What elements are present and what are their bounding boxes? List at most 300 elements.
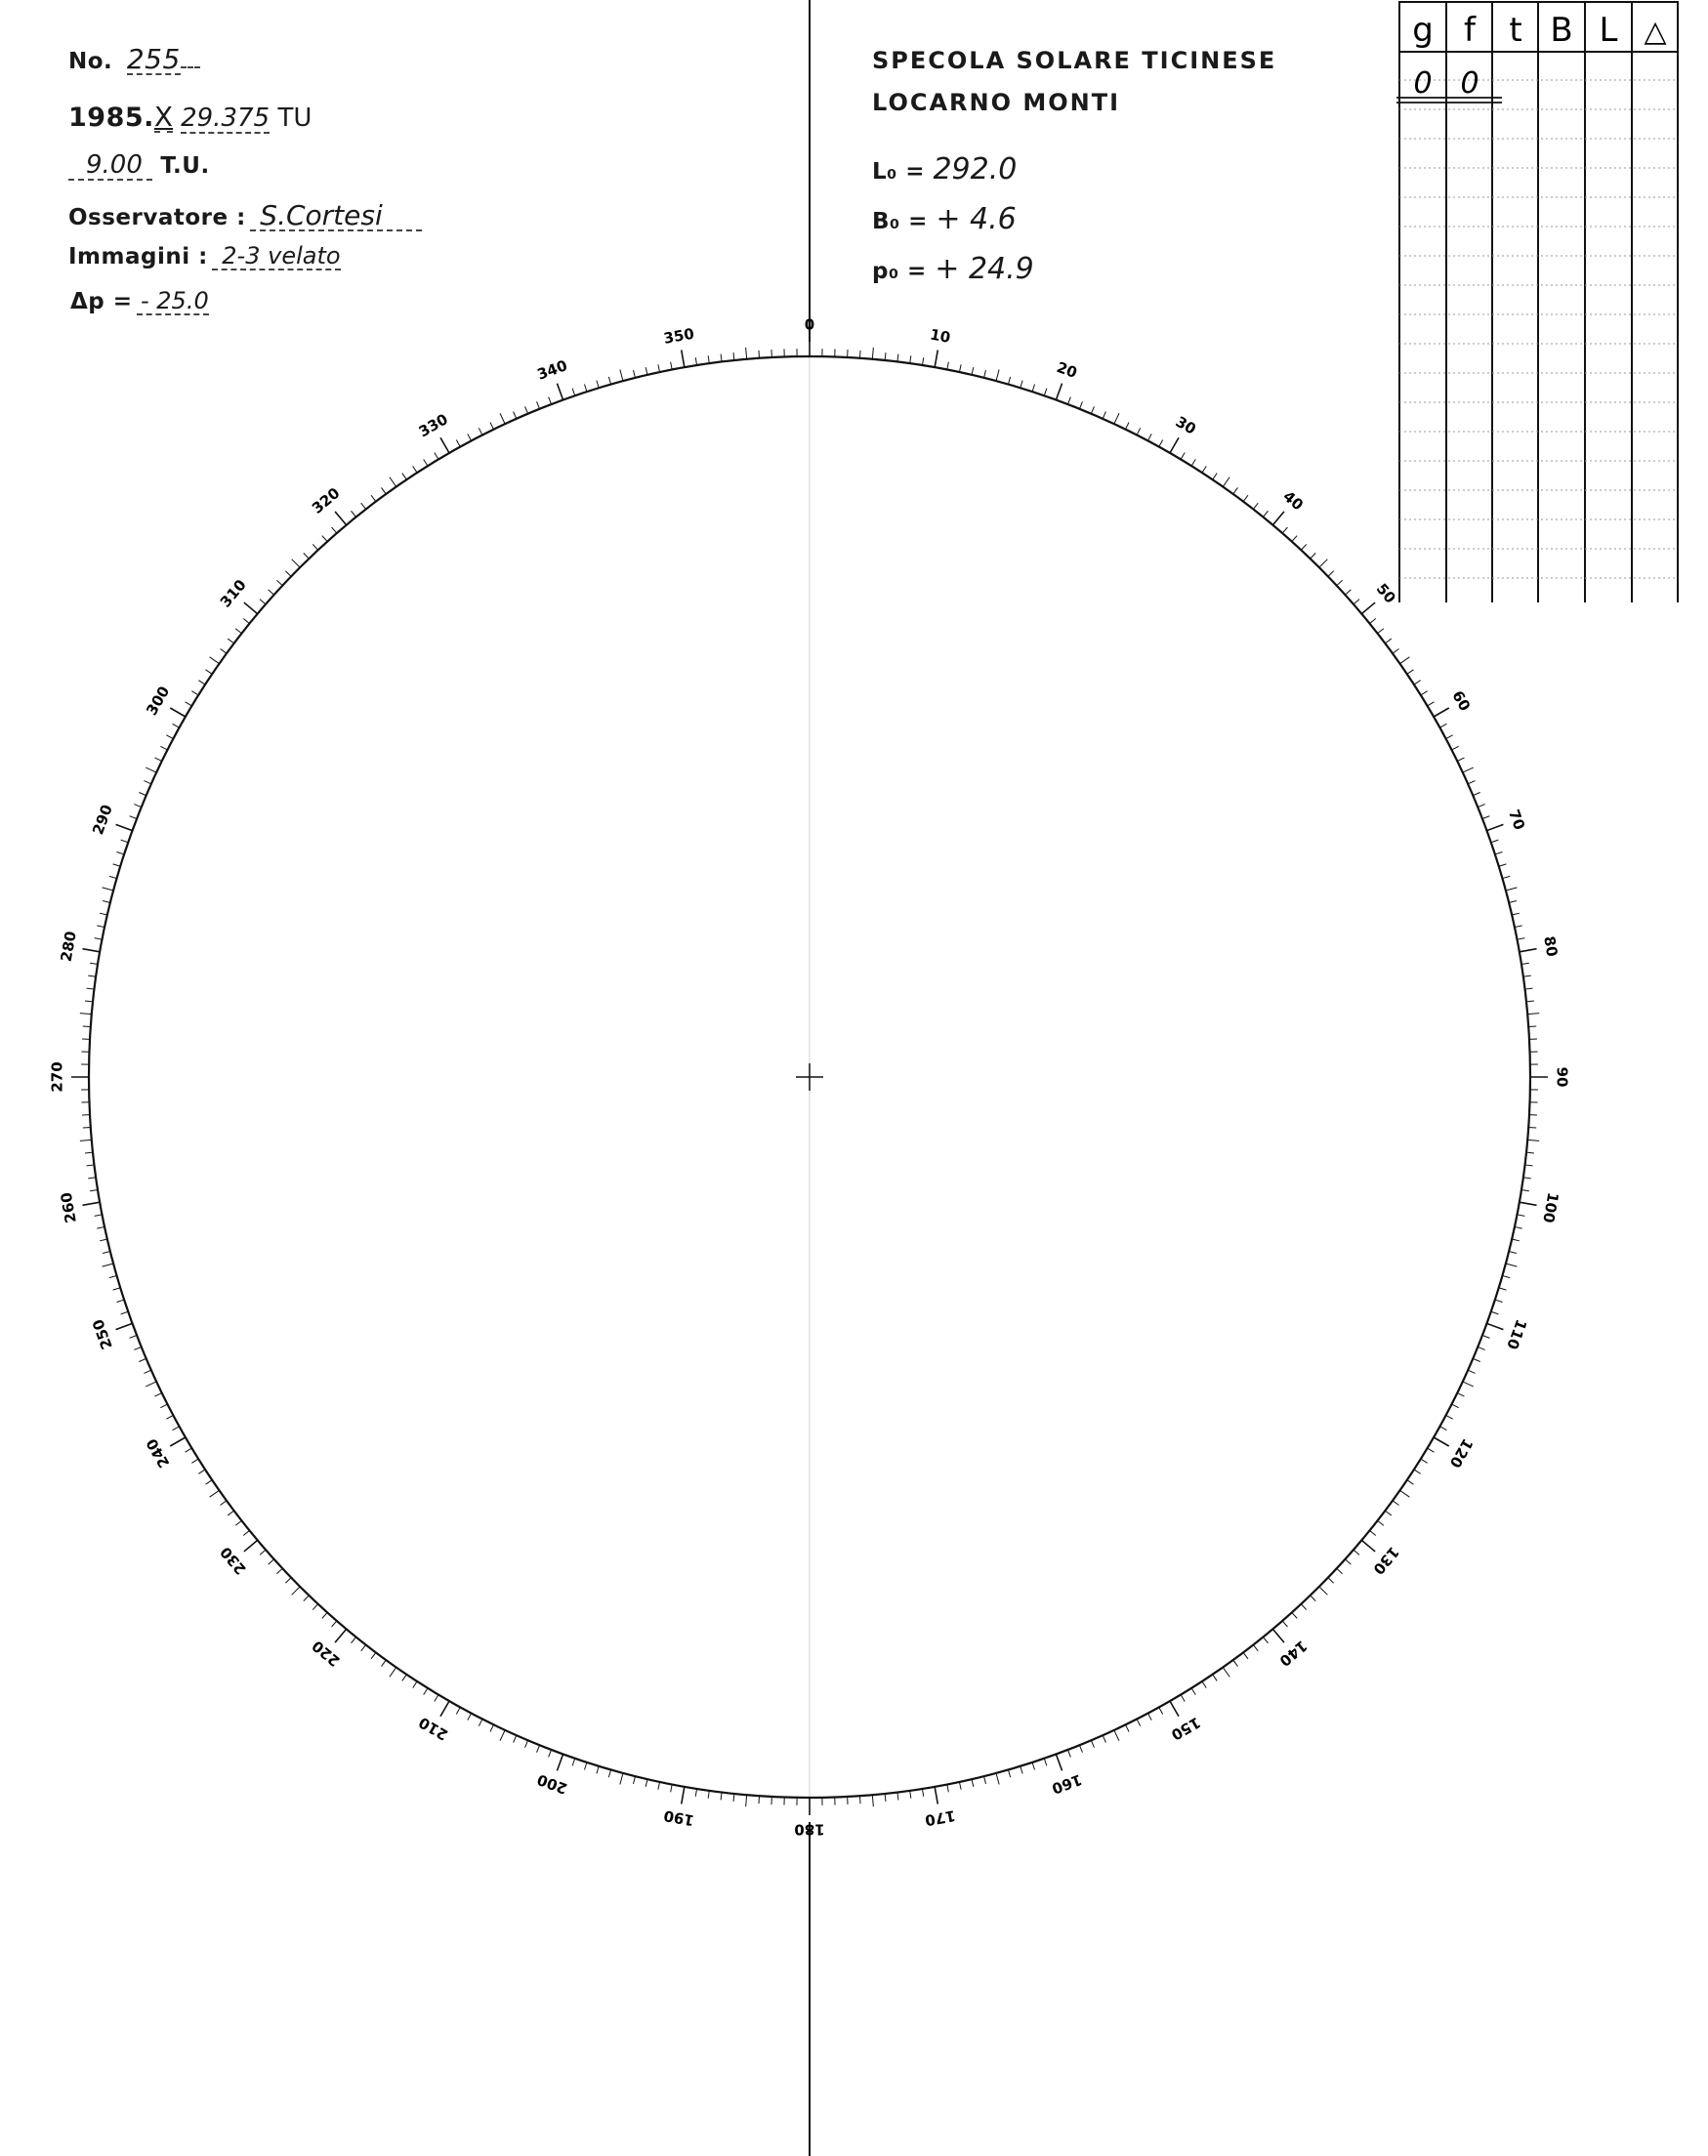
tick-40 (1272, 512, 1284, 525)
param-p0-value: + 24.9 (935, 252, 1034, 286)
tick-337 (525, 406, 528, 413)
tick-22 (1079, 401, 1082, 408)
tick-342 (584, 385, 586, 393)
tick-39 (1263, 511, 1268, 517)
tick-38 (1253, 503, 1258, 509)
tick-172 (910, 1791, 911, 1799)
tick-49 (1354, 600, 1359, 604)
observer-label: Osservatore : (68, 205, 246, 230)
tick-132 (1345, 1559, 1351, 1564)
tick-332 (468, 434, 472, 440)
tick-142 (1253, 1645, 1258, 1651)
scale-label-0: 0 (804, 315, 815, 334)
tick-255 (103, 1264, 114, 1266)
scale-label-200: 200 (534, 1770, 570, 1798)
tick-216 (382, 1660, 387, 1666)
tick-295 (146, 767, 156, 772)
tick-307 (228, 639, 233, 643)
tick-297 (160, 746, 167, 750)
tick-284 (103, 901, 110, 903)
table-header-t: t (1509, 11, 1522, 50)
tick-33 (1202, 466, 1206, 473)
tick-144 (1233, 1660, 1238, 1666)
tick-46 (1328, 571, 1334, 577)
tick-201 (549, 1750, 552, 1757)
date-prefix: 1985. (68, 103, 154, 133)
table-cell-g-0: 0 (1413, 66, 1433, 101)
tick-123 (1414, 1470, 1421, 1473)
tick-280 (82, 949, 100, 952)
tick-238 (191, 1459, 198, 1463)
tick-324 (382, 487, 387, 493)
tick-210 (440, 1701, 449, 1717)
scale-label-240: 240 (143, 1435, 174, 1472)
tick-335 (500, 413, 505, 424)
tick-117 (1452, 1404, 1459, 1408)
tick-329 (435, 453, 438, 460)
table-header-L: L (1599, 11, 1618, 50)
tick-333 (479, 428, 482, 435)
scale-label-180: 180 (794, 1820, 825, 1839)
tick-102 (1515, 1226, 1522, 1228)
scale-label-140: 140 (1275, 1637, 1312, 1671)
tick-341 (572, 389, 575, 396)
tick-259 (95, 1215, 103, 1217)
tick-191 (671, 1784, 673, 1792)
tick-243 (160, 1404, 167, 1408)
tick-277 (87, 988, 95, 989)
tick-196 (608, 1769, 610, 1777)
tick-133 (1337, 1568, 1343, 1573)
tick-5 (872, 348, 873, 359)
time-value: 9.00 (68, 152, 152, 181)
tick-258 (97, 1226, 104, 1228)
tick-351 (695, 357, 696, 365)
tick-310 (244, 602, 258, 614)
tick-27 (1137, 428, 1141, 435)
tick-207 (479, 1720, 482, 1726)
tick-314 (285, 571, 291, 577)
tick-252 (117, 1300, 125, 1302)
tick-286 (109, 876, 117, 878)
tick-192 (658, 1782, 660, 1790)
tick-51 (1370, 619, 1376, 624)
tick-242 (166, 1415, 173, 1419)
param-p0-label: p₀ = (872, 259, 927, 284)
tick-9 (922, 357, 923, 365)
tick-323 (371, 495, 376, 501)
tick-19 (1044, 389, 1047, 396)
tick-104 (1509, 1252, 1517, 1254)
observer-value: S.Cortesi (250, 201, 421, 231)
tick-289 (121, 840, 129, 843)
scale-label-70: 70 (1505, 807, 1529, 833)
tick-44 (1311, 553, 1316, 559)
tick-214 (402, 1675, 406, 1681)
tick-23 (1091, 406, 1094, 413)
tick-131 (1354, 1550, 1359, 1555)
tick-7 (897, 354, 898, 362)
tick-354 (733, 352, 734, 360)
tick-60 (1434, 708, 1449, 717)
tick-275 (80, 1014, 92, 1015)
tick-205 (500, 1730, 505, 1741)
table-cell-f-0: 0 (1460, 66, 1479, 101)
number-label: No. (68, 49, 113, 74)
tick-355 (746, 348, 747, 359)
tick-160 (1056, 1754, 1062, 1770)
tick-36 (1233, 487, 1238, 493)
tick-320 (335, 512, 347, 525)
tick-143 (1243, 1652, 1248, 1658)
tick-198 (584, 1762, 586, 1770)
tick-48 (1345, 590, 1351, 595)
tick-162 (1032, 1762, 1034, 1770)
tick-168 (959, 1782, 961, 1790)
tick-223 (312, 1604, 317, 1610)
tick-150 (1170, 1701, 1179, 1717)
tick-6 (885, 352, 886, 360)
tick-94 (1528, 1127, 1536, 1128)
tick-31 (1181, 453, 1185, 460)
tick-190 (682, 1787, 685, 1804)
scale-label-280: 280 (57, 930, 80, 964)
table-header-B: B (1550, 11, 1573, 50)
scale-label-120: 120 (1445, 1435, 1477, 1472)
tick-32 (1191, 459, 1195, 466)
scale-label-10: 10 (928, 325, 952, 347)
tick-263 (87, 1165, 95, 1166)
scale-label-220: 220 (308, 1637, 344, 1671)
tick-339 (549, 397, 552, 404)
tick-10 (935, 350, 937, 367)
scale-label-210: 210 (415, 1713, 451, 1744)
tick-155 (1114, 1730, 1119, 1741)
images-value: 2-3 velato (212, 244, 340, 270)
tick-171 (922, 1789, 923, 1797)
scale-label-230: 230 (216, 1543, 250, 1579)
scale-label-300: 300 (143, 683, 174, 719)
tick-28 (1147, 434, 1151, 440)
tick-59 (1428, 702, 1435, 706)
tick-184 (759, 1796, 760, 1804)
tick-278 (88, 975, 96, 976)
scale-label-30: 30 (1172, 412, 1199, 438)
tick-68 (1478, 805, 1484, 808)
tick-240 (170, 1437, 186, 1446)
tick-298 (166, 735, 173, 739)
tick-231 (243, 1530, 249, 1535)
tick-174 (885, 1794, 886, 1802)
tick-109 (1491, 1311, 1499, 1314)
tick-322 (361, 503, 366, 509)
tick-208 (468, 1714, 472, 1721)
tick-261 (90, 1189, 98, 1190)
tick-193 (646, 1779, 647, 1787)
tick-175 (872, 1795, 873, 1806)
tick-15 (996, 370, 999, 382)
tick-292 (134, 805, 141, 808)
tick-148 (1191, 1688, 1195, 1695)
scale-label-90: 90 (1553, 1066, 1571, 1088)
tick-245 (146, 1382, 156, 1387)
tick-96 (1526, 1152, 1534, 1153)
tick-276 (85, 1001, 93, 1002)
tick-153 (1137, 1720, 1141, 1726)
tick-163 (1021, 1766, 1022, 1774)
scale-label-320: 320 (308, 483, 344, 518)
number-value: 255 (126, 43, 181, 75)
tick-221 (332, 1621, 337, 1627)
images-label: Immagini : (68, 244, 208, 270)
tick-73 (1499, 864, 1507, 866)
tick-287 (113, 864, 121, 866)
tick-65 (1463, 767, 1474, 772)
tick-352 (708, 355, 709, 363)
tick-325 (390, 477, 396, 487)
tick-188 (708, 1791, 709, 1799)
tick-241 (173, 1427, 180, 1430)
tick-82 (1523, 975, 1531, 976)
scale-label-260: 260 (57, 1190, 80, 1224)
tick-296 (154, 758, 161, 762)
tick-136 (1311, 1596, 1316, 1601)
tick-4 (859, 351, 860, 358)
tick-12 (959, 364, 961, 372)
tick-113 (1473, 1358, 1479, 1361)
tick-57 (1414, 681, 1421, 684)
table-header-delta: △ (1644, 15, 1667, 49)
tick-71 (1491, 840, 1499, 843)
param-B0-label: B₀ = (872, 209, 928, 234)
tick-112 (1478, 1347, 1484, 1349)
tick-34 (1213, 474, 1217, 480)
tick-99 (1521, 1189, 1529, 1190)
tick-283 (100, 913, 107, 915)
tick-140 (1272, 1629, 1284, 1642)
tick-111 (1482, 1335, 1489, 1338)
tick-336 (514, 411, 517, 418)
tick-166 (984, 1776, 986, 1784)
tick-121 (1428, 1448, 1435, 1452)
tick-134 (1328, 1578, 1334, 1584)
tick-63 (1452, 746, 1459, 750)
tick-53 (1385, 639, 1391, 643)
tick-130 (1361, 1540, 1375, 1552)
scale-label-150: 150 (1168, 1713, 1204, 1744)
time-suffix: T.U. (160, 153, 210, 179)
tick-225 (292, 1587, 300, 1595)
tick-311 (260, 600, 266, 604)
scale-label-170: 170 (923, 1806, 957, 1830)
tick-156 (1103, 1735, 1105, 1742)
tick-116 (1457, 1393, 1464, 1397)
tick-290 (116, 824, 133, 830)
observatory-name: SPECOLA SOLARE TICINESE (872, 47, 1277, 74)
tick-195 (620, 1773, 623, 1785)
scale-label-270: 270 (48, 1061, 66, 1093)
param-L0-value: 292.0 (933, 152, 1018, 187)
tick-222 (322, 1612, 327, 1618)
tick-21 (1067, 397, 1070, 404)
tick-138 (1292, 1612, 1297, 1618)
tick-176 (859, 1796, 860, 1804)
tick-356 (759, 351, 760, 358)
scale-label-100: 100 (1539, 1190, 1562, 1224)
tick-348 (658, 364, 660, 372)
tick-209 (456, 1707, 460, 1714)
tick-98 (1523, 1178, 1531, 1179)
scale-label-60: 60 (1448, 687, 1475, 715)
tick-58 (1421, 691, 1428, 695)
tick-45 (1319, 560, 1327, 567)
tick-202 (537, 1745, 540, 1752)
tick-313 (276, 580, 282, 585)
tick-288 (117, 851, 125, 853)
tick-50 (1361, 602, 1375, 614)
tick-13 (972, 367, 974, 375)
tick-26 (1126, 422, 1130, 429)
tick-227 (276, 1568, 282, 1573)
tick-237 (198, 1470, 205, 1473)
tick-120 (1434, 1437, 1449, 1446)
tick-213 (413, 1681, 417, 1688)
tick-146 (1213, 1675, 1217, 1681)
tick-137 (1301, 1604, 1306, 1610)
tick-119 (1439, 1427, 1446, 1430)
tick-264 (85, 1152, 93, 1153)
tick-317 (312, 544, 317, 550)
tick-266 (83, 1127, 91, 1128)
tick-212 (424, 1688, 428, 1695)
tick-118 (1446, 1415, 1453, 1419)
tick-282 (97, 926, 104, 928)
tick-206 (490, 1724, 494, 1731)
tick-279 (90, 963, 98, 964)
tick-309 (243, 619, 249, 624)
tick-81 (1521, 963, 1529, 964)
tick-294 (144, 781, 150, 784)
tick-308 (235, 629, 241, 634)
scale-label-80: 80 (1540, 934, 1562, 959)
tick-110 (1486, 1323, 1503, 1329)
tick-253 (113, 1288, 121, 1290)
tick-141 (1263, 1638, 1268, 1643)
tick-254 (109, 1275, 117, 1277)
tick-29 (1159, 440, 1163, 447)
tick-127 (1385, 1511, 1391, 1515)
tick-151 (1159, 1707, 1163, 1714)
tick-304 (206, 670, 213, 674)
scale-label-250: 250 (89, 1316, 116, 1352)
scale-label-20: 20 (1054, 357, 1080, 382)
tick-189 (695, 1789, 696, 1797)
tick-343 (597, 381, 599, 389)
tick-170 (935, 1787, 937, 1804)
tick-249 (130, 1335, 137, 1338)
scale-label-290: 290 (89, 802, 116, 838)
tick-105 (1506, 1264, 1518, 1266)
tick-305 (210, 657, 220, 664)
tick-291 (130, 816, 137, 819)
scale-label-40: 40 (1279, 487, 1308, 515)
tick-159 (1067, 1750, 1070, 1757)
tick-306 (220, 649, 226, 654)
tick-129 (1370, 1530, 1376, 1535)
tick-257 (100, 1239, 107, 1241)
tick-235 (210, 1490, 220, 1497)
tick-281 (95, 938, 103, 940)
tick-149 (1181, 1695, 1185, 1702)
tick-327 (413, 466, 417, 473)
tick-173 (897, 1792, 898, 1800)
tick-344 (608, 377, 610, 385)
tick-350 (682, 350, 685, 367)
tick-217 (371, 1652, 376, 1658)
scale-label-160: 160 (1049, 1770, 1085, 1798)
tick-126 (1393, 1501, 1398, 1506)
tick-244 (154, 1393, 161, 1397)
tick-17 (1021, 381, 1022, 389)
tick-251 (121, 1311, 129, 1314)
tick-338 (537, 401, 540, 408)
tick-328 (424, 459, 428, 466)
tick-239 (186, 1448, 192, 1452)
tick-299 (173, 724, 180, 727)
date-month: X (153, 101, 174, 133)
tick-158 (1079, 1745, 1082, 1752)
tick-157 (1091, 1740, 1094, 1747)
tick-62 (1446, 735, 1453, 739)
tick-321 (352, 511, 356, 517)
tick-83 (1524, 988, 1532, 989)
tick-11 (947, 362, 949, 370)
tick-315 (292, 560, 300, 567)
tick-30 (1170, 437, 1179, 453)
tick-164 (1008, 1769, 1010, 1777)
tick-61 (1439, 724, 1446, 727)
tick-85 (1527, 1014, 1539, 1015)
param-B0-value: + 4.6 (936, 202, 1017, 236)
tick-340 (557, 384, 562, 400)
tick-316 (304, 553, 310, 559)
tick-326 (402, 474, 406, 480)
tick-334 (490, 422, 494, 429)
tick-165 (996, 1773, 999, 1785)
tick-108 (1495, 1300, 1503, 1302)
tick-331 (456, 440, 460, 447)
tick-14 (984, 370, 986, 378)
tick-135 (1319, 1587, 1327, 1595)
tick-42 (1292, 536, 1297, 542)
tick-54 (1393, 649, 1398, 654)
tick-128 (1378, 1520, 1384, 1525)
tick-152 (1147, 1714, 1151, 1721)
tick-76 (1509, 901, 1517, 903)
tick-197 (597, 1766, 599, 1774)
tick-79 (1517, 938, 1524, 940)
tick-52 (1378, 629, 1384, 634)
tick-8 (910, 355, 911, 363)
tick-312 (269, 590, 274, 595)
delta-p-value: - 25.0 (137, 289, 209, 315)
tick-345 (620, 370, 623, 382)
tick-219 (352, 1638, 356, 1643)
tick-248 (134, 1347, 141, 1349)
tick-100 (1520, 1202, 1537, 1205)
tick-64 (1457, 758, 1464, 762)
tick-154 (1126, 1724, 1130, 1731)
